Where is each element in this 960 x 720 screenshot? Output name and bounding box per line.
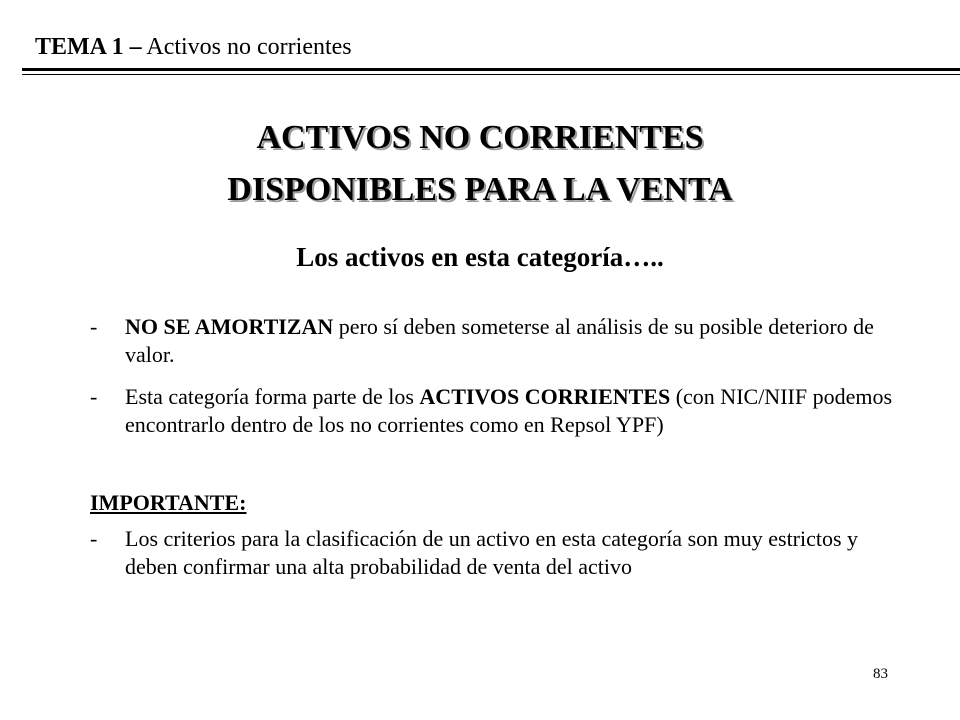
bullet-current-assets: [90, 383, 910, 439]
slide-body: [90, 313, 910, 581]
header-topic-number: TEMA 1 –: [35, 34, 142, 60]
bullet-text: Los criterios para la clasificación de un activo en esta categoría son muy estrictos y deben confirmar una alta probabilidad de venta del activo: [125, 526, 859, 579]
slide-header: [0, 0, 960, 80]
bullet-bold-text: NO SE AMORTIZAN: [125, 314, 334, 339]
bullet-bold-text: ACTIVOS CORRIENTES: [419, 384, 671, 409]
bullet-dash: -: [90, 314, 98, 339]
important-heading: IMPORTANTE:: [90, 490, 247, 515]
header-topic-name: Activos no corrientes: [141, 34, 352, 60]
bullet-text-before: Esta categoría forma parte de los: [125, 384, 420, 409]
spacer: [90, 439, 910, 489]
bullet-dash: -: [90, 384, 98, 409]
header-rule-thin: [22, 74, 960, 75]
bullet-text: pero sí deben someterse al análisis de su posible deterioro de valor.: [125, 314, 874, 367]
bullet-dash: -: [90, 526, 98, 551]
header-rule-thick: [22, 68, 960, 71]
header-title: [35, 30, 352, 64]
bullet-amortization: [90, 313, 910, 369]
page-number: 83: [873, 666, 888, 682]
slide-title-line-2: DISPONIBLES PARA LA VENTA: [227, 171, 733, 208]
slide-title: [0, 112, 960, 216]
bullet-text-after: (con NIC/NIIF podemos encontrarlo dentro de los no corrientes como en Repsol YPF): [125, 384, 893, 437]
slide-title-line-1: ACTIVOS NO CORRIENTES: [256, 119, 704, 156]
bullet-criteria: [90, 525, 910, 581]
slide-subtitle: Los activos en esta categoría…..: [296, 242, 664, 272]
